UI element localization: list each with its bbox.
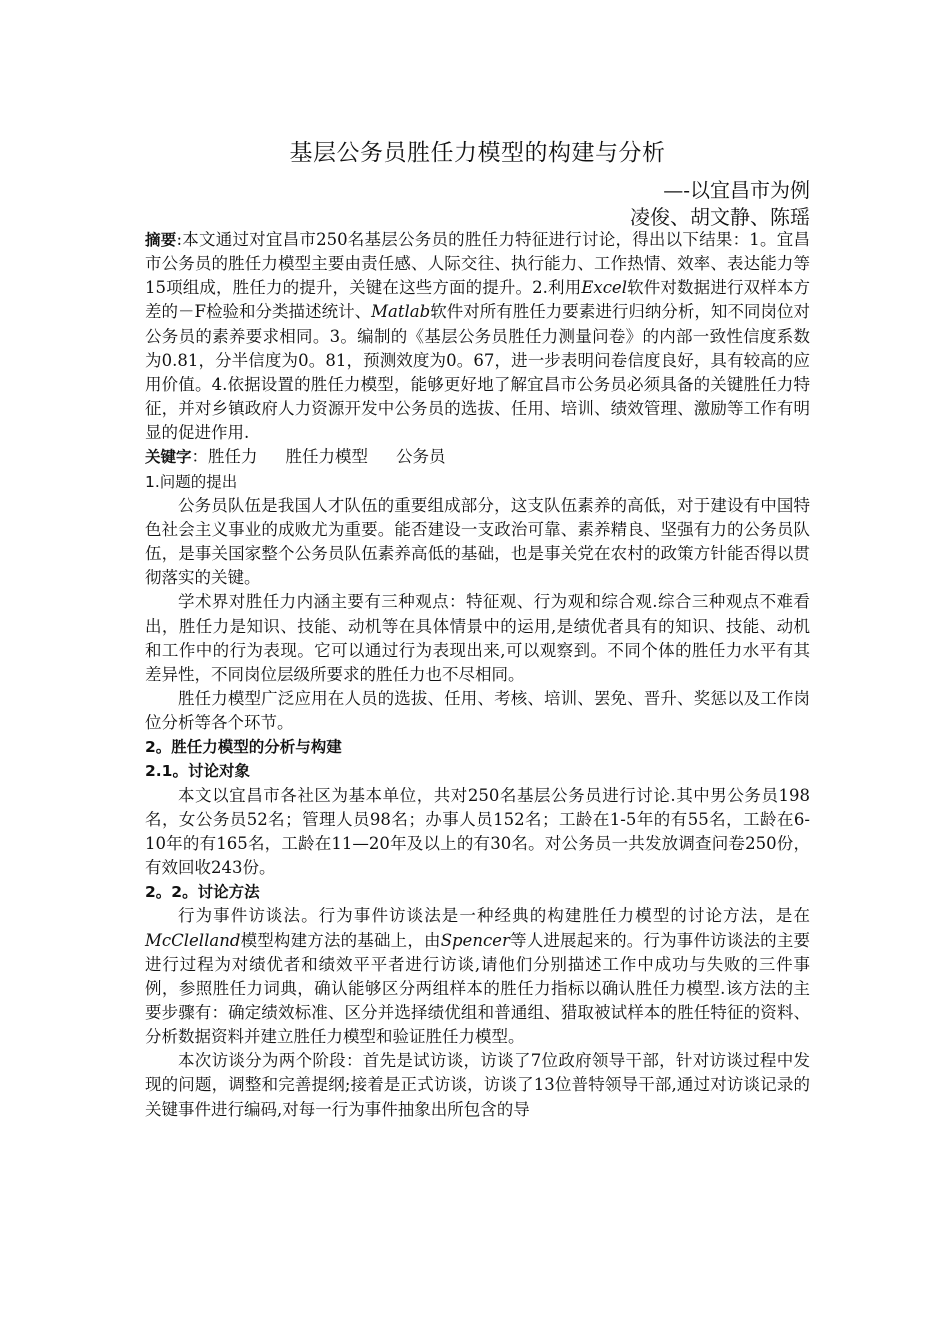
document-subtitle: —-以宜昌市为例 bbox=[663, 178, 810, 202]
section2-2-paragraph-2: 本次访谈分为两个阶段：首先是试访谈，访谈了7位政府领导干部，针对访谈过程中发现的问题，调整和完善提纲;接着是正式访谈，访谈了13位普特领导干部,通过对访谈记录的关键事件进行编码,对每一行为事件抽象出所包含的导 bbox=[145, 1051, 810, 1119]
keywords-line bbox=[145, 445, 810, 469]
keywords-colon: ： bbox=[191, 447, 209, 467]
keywords-label: 关键字 bbox=[145, 448, 192, 467]
section1-paragraph-3: 胜任力模型广泛应用在人员的选拔、任用、考核、培训、罢免、晋升、奖惩以及工作岗位分析等各个环节。 bbox=[145, 688, 810, 733]
keyword-item: 胜任力模型 bbox=[285, 447, 369, 467]
keyword-item: 胜任力 bbox=[208, 447, 258, 467]
text-run-italic: McClelland bbox=[145, 930, 241, 950]
abstract-text3: 软件对所有胜任力要素进行归纳分析，知不同岗位对公务员的素养要求相同。3。编制的《基层公务员胜任力测量问卷》的内部一致性信度系数为0.81，分半信度为0。81，预测效度为0。67，进一步表明问卷信度良好，具有较高的应用价值。4.依据设置的胜任力模型，能够更好地了解宜昌市公务员必须具备的关键胜任力特征，并对乡镇政府人力资源开发中公务员的选拔、任用、培训、绩效管理、激励等工作有明显的促进作用. bbox=[145, 302, 811, 443]
text-run: 等人进展起来的。行为事件访谈法的主要进行过程为对绩优者和绩效平平者进行访谈,请他们分别描述工作中成功与失败的三件事例，参照胜任力词典，确认能够区分两组样本的胜任力指标以确认胜任力模型.该方法的主要步骤有：确定绩效标准、区分并选择绩优组和普通组、猎取被试样本的胜任特征的资料、分析数据资料并建立胜任力模型和验证胜任力模型。 bbox=[145, 930, 811, 1047]
section-heading: 2。胜任力模型的分析与构建 bbox=[145, 738, 342, 757]
document-title: 基层公务员胜任力模型的构建与分析 bbox=[289, 140, 666, 166]
text-run: 模型构建方法的基础上，由 bbox=[240, 930, 441, 950]
section-heading: 1.问题的提出 bbox=[145, 472, 238, 491]
section1-paragraph-1: 公务员队伍是我国人才队伍的重要组成部分，这支队伍素养的高低，对于建设有中国特色社会主义事业的成败尤为重要。能否建设一支政治可靠、素养精良、坚强有力的公务员队伍，是事关国家整个公务员队伍素养高低的基础，也是事关党在农村的政策方针能否得以贯彻落实的关键。 bbox=[145, 495, 810, 588]
text-run-italic: Spencer bbox=[440, 930, 510, 950]
subsection-heading: 2。2。讨论方法 bbox=[145, 883, 260, 902]
text-run: 行为事件访谈法。行为事件访谈法是一种经典的构建胜任力模型的讨论方法，是在 bbox=[178, 906, 810, 926]
abstract-text2: 软件对数据进行双样本方差的－F检验和分类描述统计、 bbox=[145, 278, 811, 322]
abstract-matlab: Matlab bbox=[371, 302, 431, 322]
abstract-text: :本文通过对宜昌市250名基层公务员的胜任力特征进行讨论，得出以下结果：1。宜昌市公务员的胜任力模型主要由责任感、人际交往、执行能力、工作热情、效率、表达能力等15项组成，胜任力的提升，关键在这些方面的提升。2.利用 bbox=[145, 230, 810, 298]
abstract-label: 摘要 bbox=[145, 231, 177, 249]
subsection-heading: 2.1。讨论对象 bbox=[145, 762, 250, 781]
abstract-paragraph bbox=[145, 228, 810, 445]
keyword-item: 公务员 bbox=[396, 447, 446, 467]
document-authors: 凌俊、胡文静、陈瑶 bbox=[630, 205, 810, 229]
document-body bbox=[145, 228, 810, 1122]
abstract-excel: Excel bbox=[581, 278, 627, 298]
section2-2-paragraph-1 bbox=[145, 904, 810, 1049]
section1-paragraph-2: 学术界对胜任力内涵主要有三种观点：特征观、行为观和综合观.综合三种观点不难看出，胜任力是知识、技能、动机等在具体情景中的运用,是绩优者具有的知识、技能、动机和工作中的行为表现。它可以通过行为表现出来,可以观察到。不同个体的胜任力水平有其差异性，不同岗位层级所要求的胜任力也不尽相同。 bbox=[145, 592, 810, 684]
section2-1-paragraph: 本文以宜昌市各社区为基本单位，共对250名基层公务员进行讨论.其中男公务员198名，女公务员52名；管理人员98名；办事人员152名；工龄在1-5年的有55名，工龄在6-10年的有165名，工龄在11—20年及以上的有30名。对公务员一共发放调查问卷250份，有效回收243份。 bbox=[145, 785, 810, 878]
